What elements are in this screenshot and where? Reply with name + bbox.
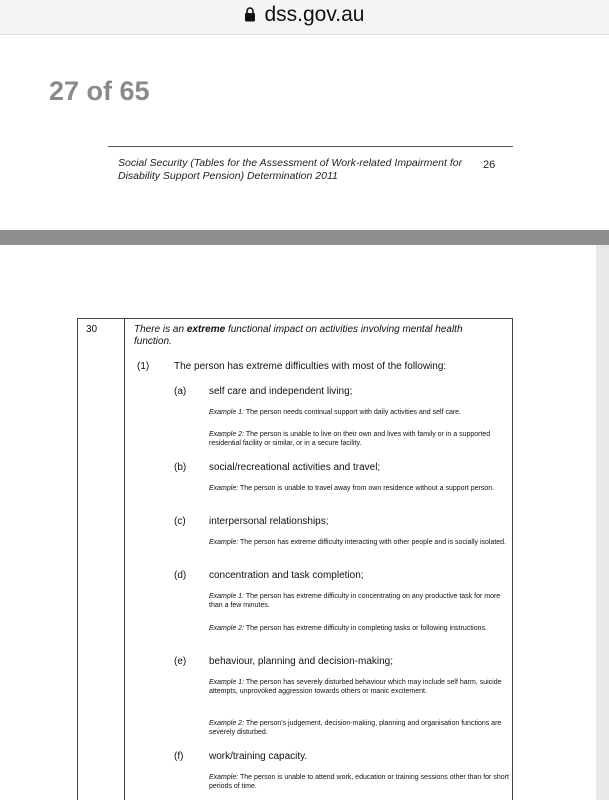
- item-text: social/recreational activities and travel;: [209, 462, 381, 473]
- item-marker: (a): [174, 386, 187, 397]
- example-text: Example: The person is unable to attend work, education or training sessions other than for short periods of time.: [209, 774, 509, 790]
- example-text: Example 2: The person has extreme difficulty in completing tasks or following instructions.: [209, 625, 487, 632]
- item-marker: (f): [174, 751, 184, 762]
- url-text: dss.gov.au: [264, 3, 365, 26]
- document-title: Social Security (Tables for the Assessment of Work-related Impairment for Disability Support Pension) Determination 2011: [118, 157, 463, 182]
- header-divider: [108, 146, 513, 147]
- rating-number: 30: [86, 324, 98, 335]
- item-text: behaviour, planning and decision-making;: [209, 656, 394, 667]
- example-text: Example 2: The person's judgement, decision-making, planning and organisation functions are severely disturbed.: [209, 720, 502, 736]
- item-marker: (e): [174, 656, 187, 667]
- item-text: concentration and task completion;: [209, 570, 364, 581]
- page-edge-shadow: [596, 245, 609, 800]
- item-text: self care and independent living;: [209, 386, 353, 397]
- lock-icon: [244, 4, 256, 28]
- item-text: interpersonal relationships;: [209, 516, 329, 527]
- example-text: Example 2: The person is unable to live on their own and lives with family or in a supported residential facility or similar, or in a secure facility.: [209, 431, 491, 447]
- page-separator: [0, 230, 609, 245]
- item-marker: (d): [174, 570, 187, 581]
- example-text: Example 1: The person needs continual support with daily activities and self care.: [209, 409, 462, 416]
- item-marker: (c): [174, 516, 186, 527]
- example-text: Example: The person is unable to travel away from own residence without a support person.: [209, 485, 495, 492]
- subclause-marker: (1): [137, 361, 150, 372]
- item-marker: (b): [174, 462, 187, 473]
- impairment-table: [77, 318, 513, 800]
- document-page-number: 26: [483, 159, 496, 171]
- example-text: Example 1: The person has severely disturbed behaviour which may include self harm, suicide attempts, unprovoked aggression towards others or manic excitement.: [209, 679, 502, 695]
- subclause-text: The person has extreme difficulties with most of the following:: [174, 361, 447, 372]
- example-text: Example 1: The person has extreme difficulty in concentrating on any productive task for more than a few minutes.: [209, 593, 501, 609]
- url-display[interactable]: [0, 3, 609, 28]
- browser-address-bar[interactable]: [0, 0, 609, 35]
- column-divider: [124, 319, 125, 800]
- page-indicator: 27 of 65: [49, 76, 150, 106]
- example-text: Example: The person has extreme difficulty interacting with other people and is socially isolated.: [209, 539, 507, 546]
- rating-descriptor: There is an extreme functional impact on activities involving mental health function.: [134, 324, 463, 347]
- item-text: work/training capacity.: [209, 751, 308, 762]
